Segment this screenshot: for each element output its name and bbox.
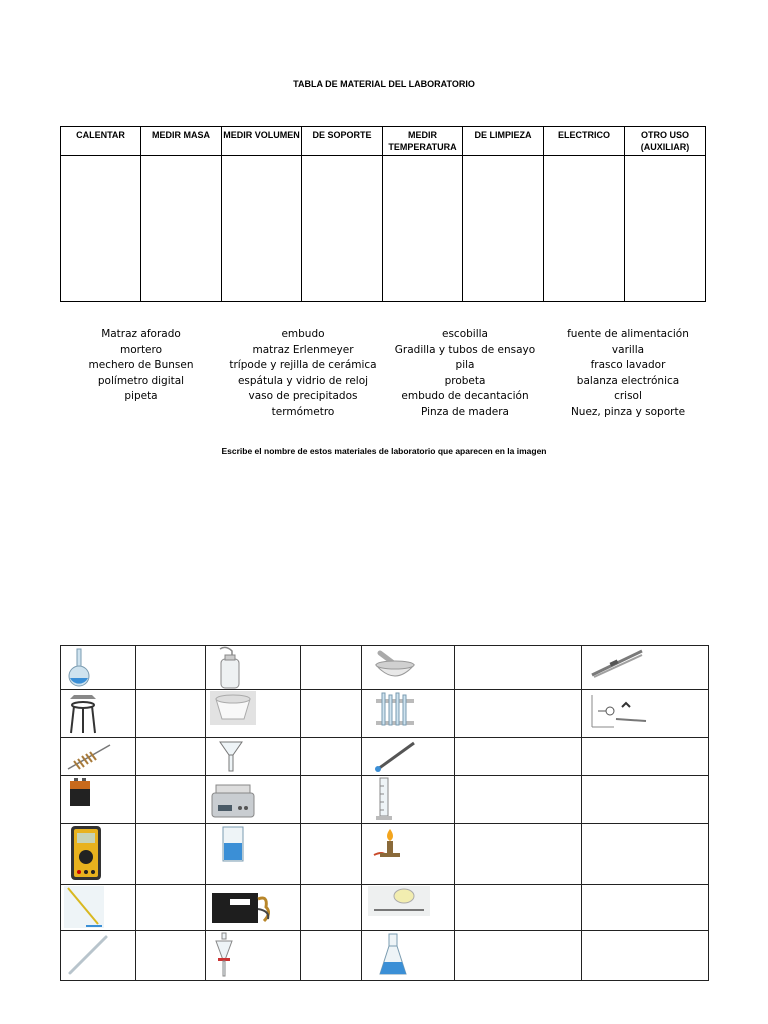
column-header-otro-uso: OTRO USO (AUXILIAR) xyxy=(625,127,706,156)
word-bank-column-4 xyxy=(546,327,710,421)
word-item: espátula y vidrio de reloj xyxy=(237,374,369,387)
separatory-funnel-icon xyxy=(212,932,236,978)
power-supply-icon xyxy=(210,887,274,927)
digital-multimeter-icon xyxy=(70,825,102,881)
thermometer-icon xyxy=(372,739,418,773)
column-header-calentar: CALENTAR xyxy=(61,127,141,156)
column-header-de-limpieza: DE LIMPIEZA xyxy=(463,127,544,156)
word-item: frasco lavador xyxy=(590,359,666,372)
classification-table xyxy=(60,126,706,302)
answer-cell[interactable] xyxy=(301,646,360,980)
tripod-icon xyxy=(66,691,100,735)
answer-cell[interactable] xyxy=(582,737,707,980)
word-item: escobilla xyxy=(442,328,488,340)
crucible-icon xyxy=(210,691,256,725)
answer-cell[interactable] xyxy=(455,646,580,980)
answer-cell-de-soporte[interactable] xyxy=(302,156,383,302)
word-item: Nuez, pinza y soporte xyxy=(570,405,686,418)
answer-cell-de-limpieza[interactable] xyxy=(463,156,544,302)
word-bank-column-2 xyxy=(222,327,384,421)
word-item: Gradilla y tubos de ensayo xyxy=(394,343,536,356)
word-item: varilla xyxy=(611,343,645,356)
word-item: trípode y rejilla de cerámica xyxy=(229,359,377,372)
glass-rod-icon xyxy=(64,933,112,977)
mortar-and-pestle-icon xyxy=(372,647,418,687)
graduated-cylinder-icon xyxy=(372,776,396,822)
word-item: pipeta xyxy=(124,390,158,403)
word-item: termómetro xyxy=(271,405,335,418)
word-item: mortero xyxy=(119,343,163,356)
word-item: Pinza de madera xyxy=(421,405,509,418)
pipette-icon xyxy=(64,886,104,928)
word-item: probeta xyxy=(444,374,486,387)
answer-cell-otro-uso[interactable] xyxy=(625,156,706,302)
column-header-medir-temperatura: MEDIR TEMPERATURA xyxy=(383,127,463,156)
answer-cell-medir-masa[interactable] xyxy=(141,156,222,302)
column-header-de-soporte: DE SOPORTE xyxy=(302,127,383,156)
wash-bottle-icon xyxy=(212,645,248,689)
column-header-electrico: ELECTRICO xyxy=(544,127,625,156)
word-item: Matraz aforado xyxy=(101,328,181,340)
wooden-tongs-icon xyxy=(588,647,646,679)
word-item: polímetro digital xyxy=(97,374,185,387)
word-item: mechero de Bunsen xyxy=(88,359,194,372)
erlenmeyer-flask-icon xyxy=(378,932,408,976)
answer-cell-medir-volumen[interactable] xyxy=(222,156,302,302)
test-tube-rack-icon xyxy=(372,691,418,731)
funnel-icon xyxy=(218,739,244,773)
answer-cell-electrico[interactable] xyxy=(544,156,625,302)
word-item: embudo de decantación xyxy=(401,390,529,403)
column-header-medir-masa: MEDIR MASA xyxy=(141,127,222,156)
word-item: balanza electrónica xyxy=(576,374,680,387)
volumetric-flask-icon xyxy=(64,647,94,687)
answer-cell-calentar[interactable] xyxy=(61,156,141,302)
test-tube-brush-icon xyxy=(64,741,114,773)
watch-glass-and-spatula-icon xyxy=(368,886,430,916)
stand-clamp-boss-icon xyxy=(590,691,650,731)
word-item: vaso de precipitados xyxy=(248,390,358,403)
battery-icon xyxy=(68,777,92,807)
page-title: TABLA DE MATERIAL DEL LABORATORIO xyxy=(293,79,475,89)
word-item: matraz Erlenmeyer xyxy=(252,343,354,356)
word-item: pila xyxy=(455,359,475,372)
answer-cell-medir-temperatura[interactable] xyxy=(383,156,463,302)
beaker-icon xyxy=(220,825,246,863)
image-answer-grid xyxy=(60,645,709,981)
answer-cell[interactable] xyxy=(136,646,204,980)
column-header-medir-volumen: MEDIR VOLUMEN xyxy=(222,127,302,156)
instruction-text: Escribe el nombre de estos materiales de laboratorio que aparecen en la imagen xyxy=(221,446,547,456)
word-bank xyxy=(60,327,710,421)
bunsen-burner-icon xyxy=(370,825,410,861)
word-bank-column-1 xyxy=(60,327,222,421)
word-item: fuente de alimentación xyxy=(567,328,689,340)
electronic-balance-icon xyxy=(210,779,256,819)
word-item: embudo xyxy=(281,328,325,340)
word-item: crisol xyxy=(614,390,642,403)
word-bank-column-3 xyxy=(384,327,546,421)
